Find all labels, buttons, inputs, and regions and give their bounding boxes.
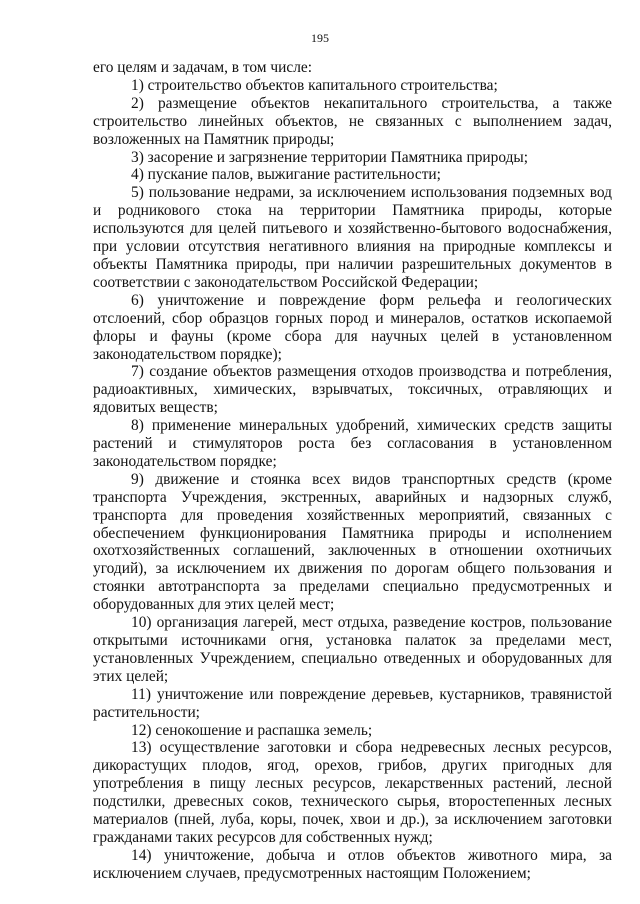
list-item-5: 5) пользование недрами, за исключением использования подземных вод и родникового стока на территории Памятника природы, которые используются для целей питьевого и хозяйственно-бытового водоснабжения, при условии отсутствия негативного влияния на природные комплексы и объекты Памятника природы, при наличии разрешительных документов в соответствии с законодательством Российской Федерации;: [93, 184, 612, 291]
list-item-1: 1) строительство объектов капитального строительства;: [131, 76, 498, 94]
paragraph-intro: его целям и задачам, в том числе:: [93, 59, 312, 76]
list-item-2: 2) размещение объектов некапитального строительства, а также строительство линейных объектов, не связанных с выполнением задач, возложенных на Памятник природы;: [93, 94, 612, 148]
list-item-13: 13) осуществление заготовки и сбора недревесных лесных ресурсов, дикорастущих плодов, ягод, орехов, грибов, других пригодных для употребления в пищу лесных ресурсов, лекарственных растений, лесной подстилки, древесных соков, технического сырья, второстепенных лесных материалов (пней, луба, коры, почек, хвои и др.), за исключением заготовки гражданами таких ресурсов для собственных нужд;: [93, 739, 612, 846]
list-item-8: 8) применение минеральных удобрений, химических средств защиты растений и стимуляторов роста без согласования в установленном законодательством порядке;: [93, 417, 612, 470]
list-item-6: 6) уничтожение и повреждение форм рельефа и геологических отслоений, сбор образцов горных пород и минералов, остатков ископаемой флоры и фауны (кроме сбора для научных целей в установленном законодательством порядке);: [93, 291, 612, 363]
document-body: [93, 59, 612, 883]
list-item-14: 14) уничтожение, добыча и отлов объектов животного мира, за исключением случаев, предусмотренных настоящим Положением;: [93, 846, 612, 882]
list-item-10: 10) организация лагерей, мест отдыха, разведение костров, пользование открытыми источниками огня, установка палаток за пределами мест, установленных Учреждением, специально отведенных и оборудованных для этих целей;: [93, 614, 612, 685]
list-item-3: 3) засорение и загрязнение территории Памятника природы;: [131, 148, 529, 166]
list-item-7: 7) создание объектов размещения отходов производства и потребления, радиоактивных, химических, взрывчатых, токсичных, отравляющих и ядовитых веществ;: [93, 363, 612, 417]
list-item-12: 12) сенокошение и распашка земель;: [131, 721, 373, 739]
list-item-11: 11) уничтожение или повреждение деревьев, кустарников, травянистой растительности;: [93, 685, 612, 721]
page-number: 195: [311, 31, 329, 45]
list-item-9: 9) движение и стоянка всех видов транспортных средств (кроме транспорта Учреждения, экстренных, аварийных и надзорных служб, транспорта для проведения хозяйственных мероприятий, связанных с обеспечением функционирования Памятника природы и исполнением охотхозяйственных соглашений, заключенных в отношении охотничьих угодий), за исключением их движения по дорогам общего пользования и стоянки автотранспорта за пределами специально предусмотренных и оборудованных для этих целей мест;: [93, 470, 612, 614]
list-item-4: 4) пускание палов, выжигание растительности;: [131, 166, 441, 184]
